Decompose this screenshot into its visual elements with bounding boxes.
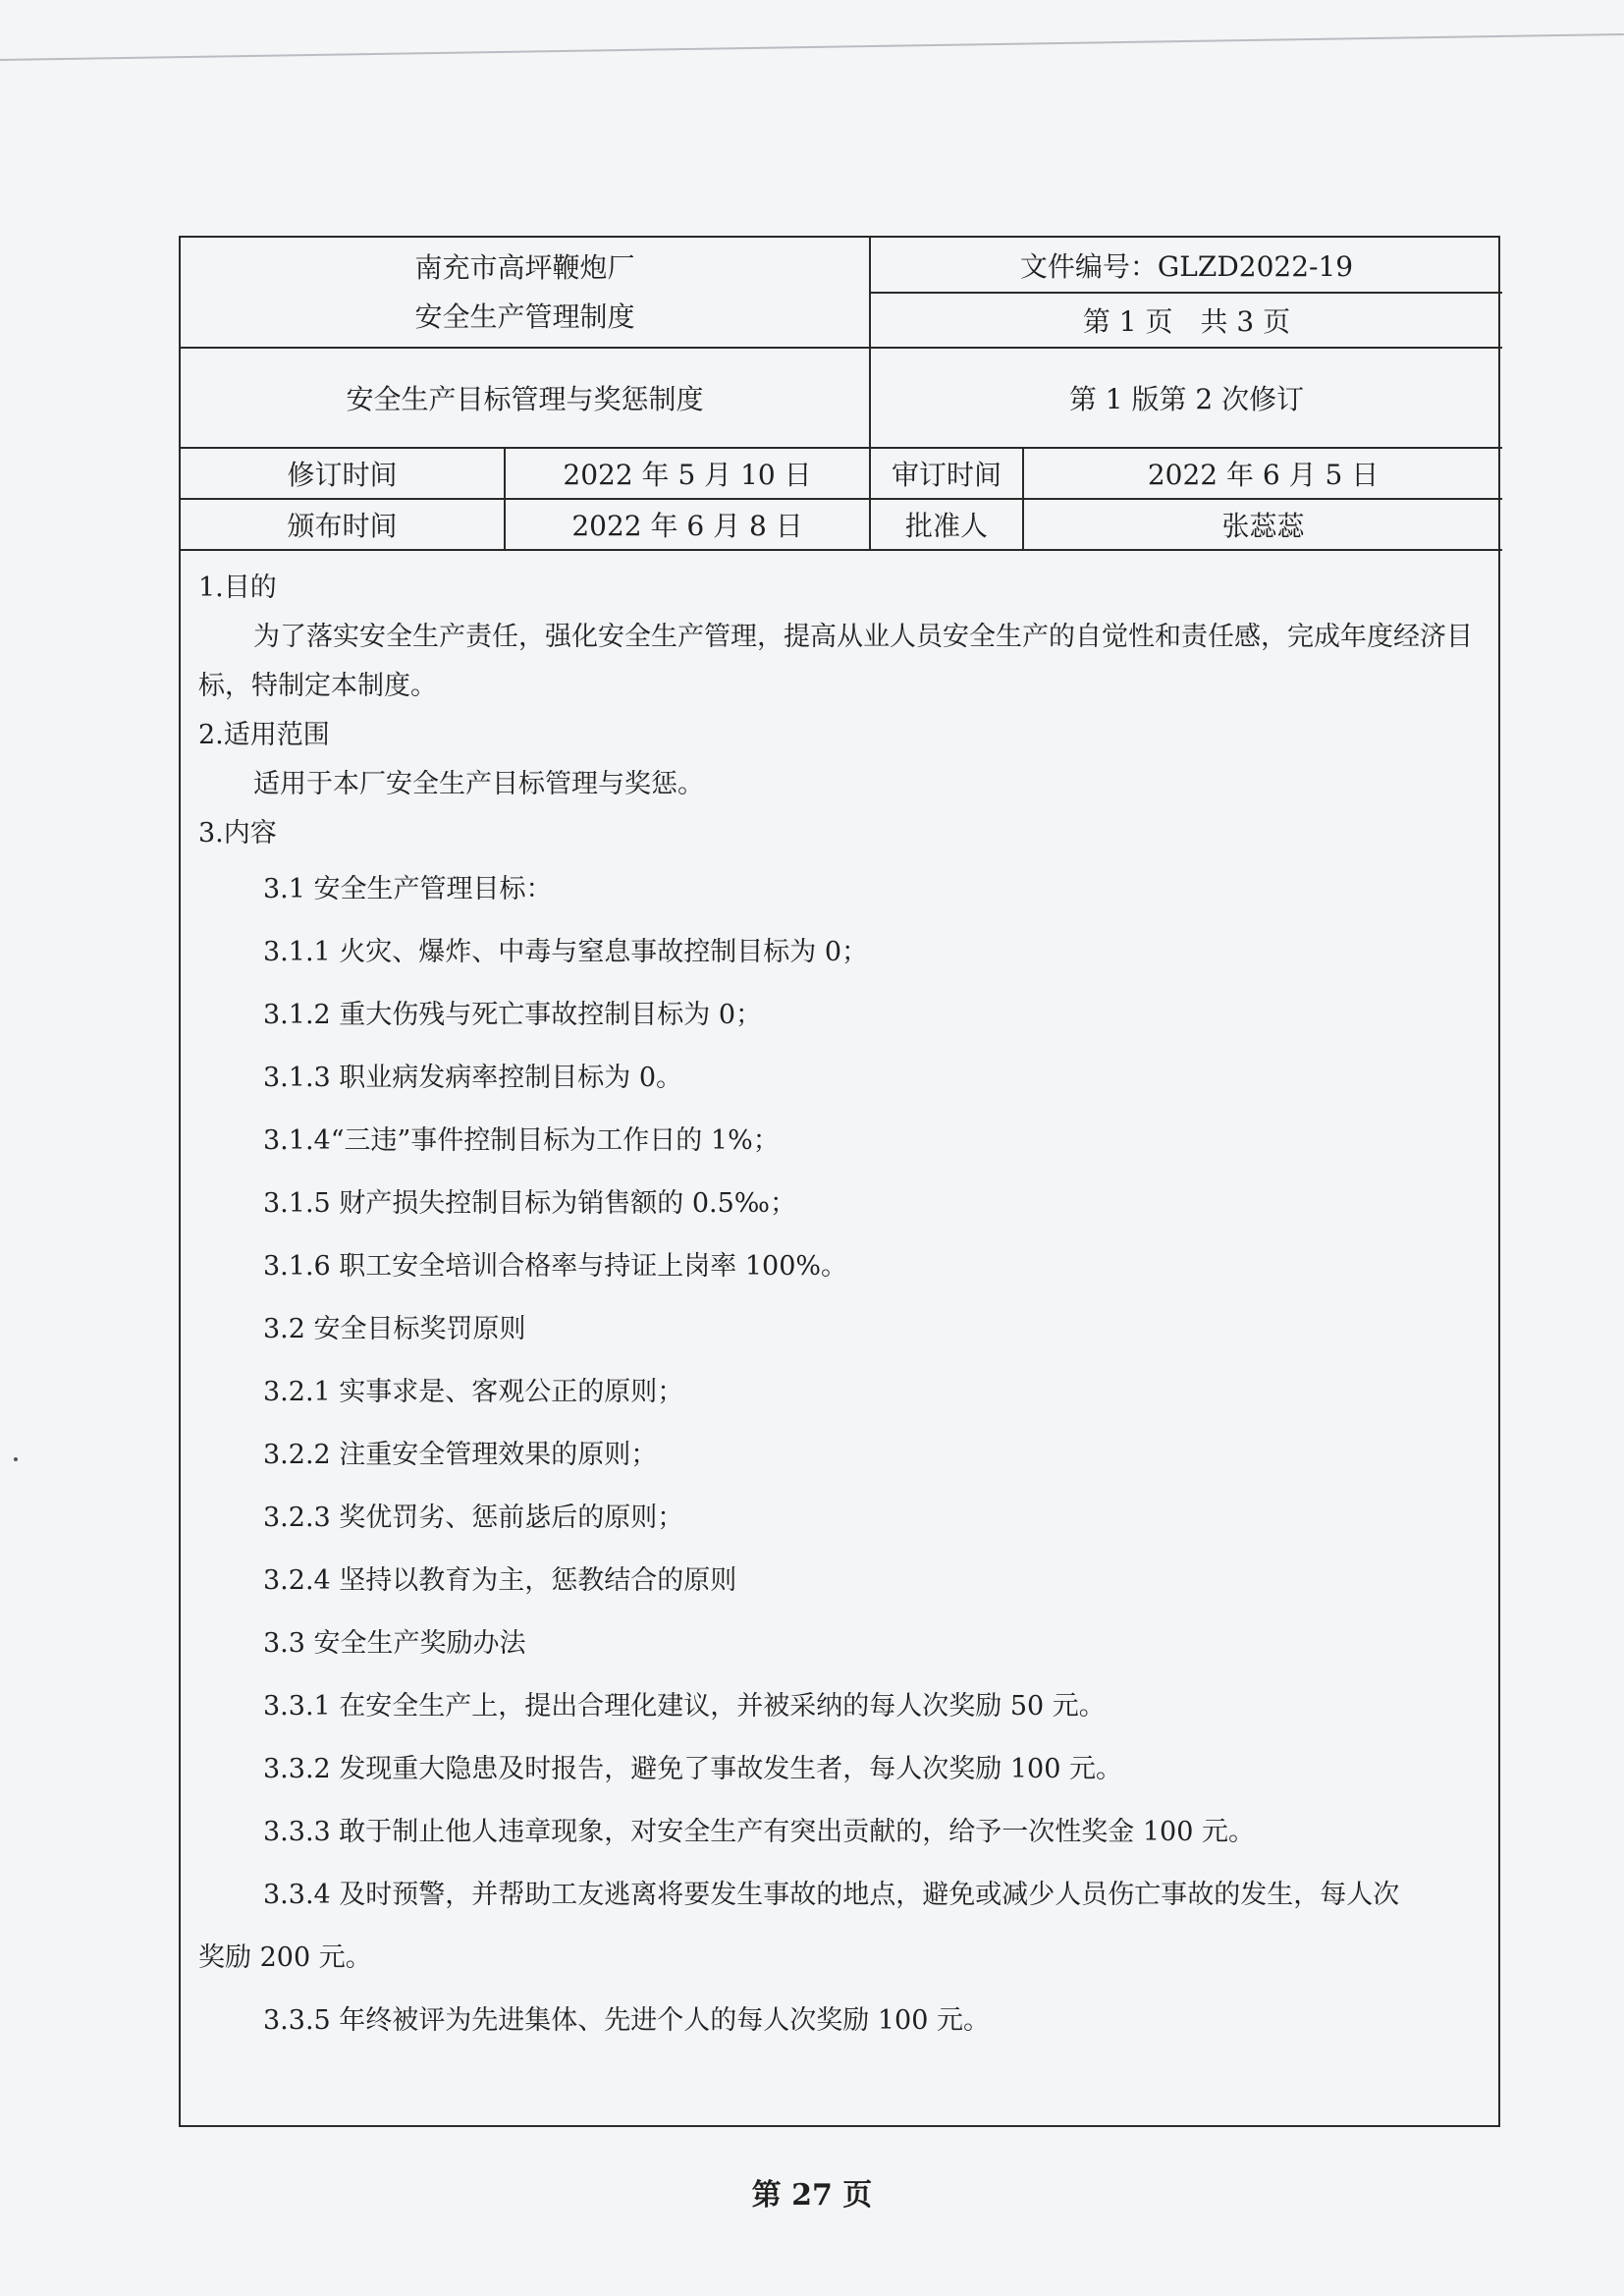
content-item-335: 3.3.5 年终被评为先进集体、先进个人的每人次奖励 100 元。 <box>263 2005 990 2036</box>
system-type: 安全生产管理制度 <box>414 300 635 333</box>
version-info: 第 1 版第 2 次修订 <box>870 348 1502 448</box>
scan-edge-line <box>0 33 1624 61</box>
scan-speck <box>14 1457 18 1461</box>
content-item: 3.1.1 火灾、爆炸、中毒与窒息事故控制目标为 0； <box>263 937 869 967</box>
doc-number: 文件编号：GLZD2022-19 <box>870 238 1502 293</box>
company-cell <box>181 238 870 348</box>
content-item: 3.1.4“三违”事件控制目标为工作日的 1%； <box>263 1125 780 1156</box>
revise-label: 修订时间 <box>181 448 505 499</box>
content-item: 3.1.5 财产损失控制目标为销售额的 0.5‰； <box>263 1188 797 1219</box>
section-purpose-text: 为了落实安全生产责任，强化安全生产管理，提高从业人员安全生产的自觉性和责任感，完成年度经济目标，特制定本制度。 <box>198 622 1473 701</box>
publish-date: 2022 年 6 月 8 日 <box>505 499 870 550</box>
content-item: 3.3.3 敢于制止他人违章现象，对安全生产有突出贡献的，给予一次性奖金 100 元。 <box>263 1817 1255 1847</box>
content-item: 3.3 安全生产奖励办法 <box>263 1628 526 1659</box>
section-scope-title: 2.适用范围 <box>198 720 330 750</box>
company-name: 南充市高坪鞭炮厂 <box>414 250 635 284</box>
content-item-334: 3.3.4 及时预警，并帮助工友逃离将要发生事故的地点，避免或减少人员伤亡事故的发生，每人次 <box>263 1880 1400 1910</box>
content-item: 3.2 安全目标奖罚原则 <box>263 1314 526 1344</box>
content-item: 3.1.2 重大伤残与死亡事故控制目标为 0； <box>263 1000 763 1030</box>
revise-date: 2022 年 5 月 10 日 <box>505 448 870 499</box>
content-item: 3.1 安全生产管理目标： <box>263 874 553 904</box>
section-scope-text: 适用于本厂安全生产目标管理与奖惩。 <box>253 769 704 799</box>
content-item-334-continued: 奖励 200 元。 <box>198 1942 372 1973</box>
content-item: 3.2.2 注重安全管理效果的原则； <box>263 1440 658 1470</box>
content-item: 3.2.4 坚持以教育为主，惩教结合的原则 <box>263 1565 737 1596</box>
page-number: 第 27 页 <box>751 2178 873 2213</box>
review-label: 审订时间 <box>870 448 1023 499</box>
content-item: 3.2.3 奖优罚劣、惩前毖后的原则； <box>263 1503 684 1533</box>
review-date: 2022 年 6 月 5 日 <box>1023 448 1502 499</box>
page-info: 第 1 页 共 3 页 <box>870 293 1502 348</box>
content-item: 3.3.1 在安全生产上，提出合理化建议，并被采纳的每人次奖励 50 元。 <box>263 1691 1106 1722</box>
content-item: 3.2.1 实事求是、客观公正的原则； <box>263 1377 684 1407</box>
document-frame <box>179 236 1500 2127</box>
section-purpose-title: 1.目的 <box>198 573 277 603</box>
content-item: 3.1.6 职工安全培训合格率与持证上岗率 100%。 <box>263 1251 848 1282</box>
content-item: 3.1.3 职业病发病率控制目标为 0。 <box>263 1063 683 1093</box>
publish-label: 颁布时间 <box>181 499 505 550</box>
section-content-title: 3.内容 <box>198 818 277 848</box>
document-body <box>181 564 1498 2052</box>
header-table <box>181 238 1502 551</box>
content-item: 3.3.2 发现重大隐患及时报告，避免了事故发生者，每人次奖励 100 元。 <box>263 1754 1122 1784</box>
approver-label: 批准人 <box>870 499 1023 550</box>
approver-name: 张蕊蕊 <box>1023 499 1502 550</box>
document-title: 安全生产目标管理与奖惩制度 <box>181 348 870 448</box>
